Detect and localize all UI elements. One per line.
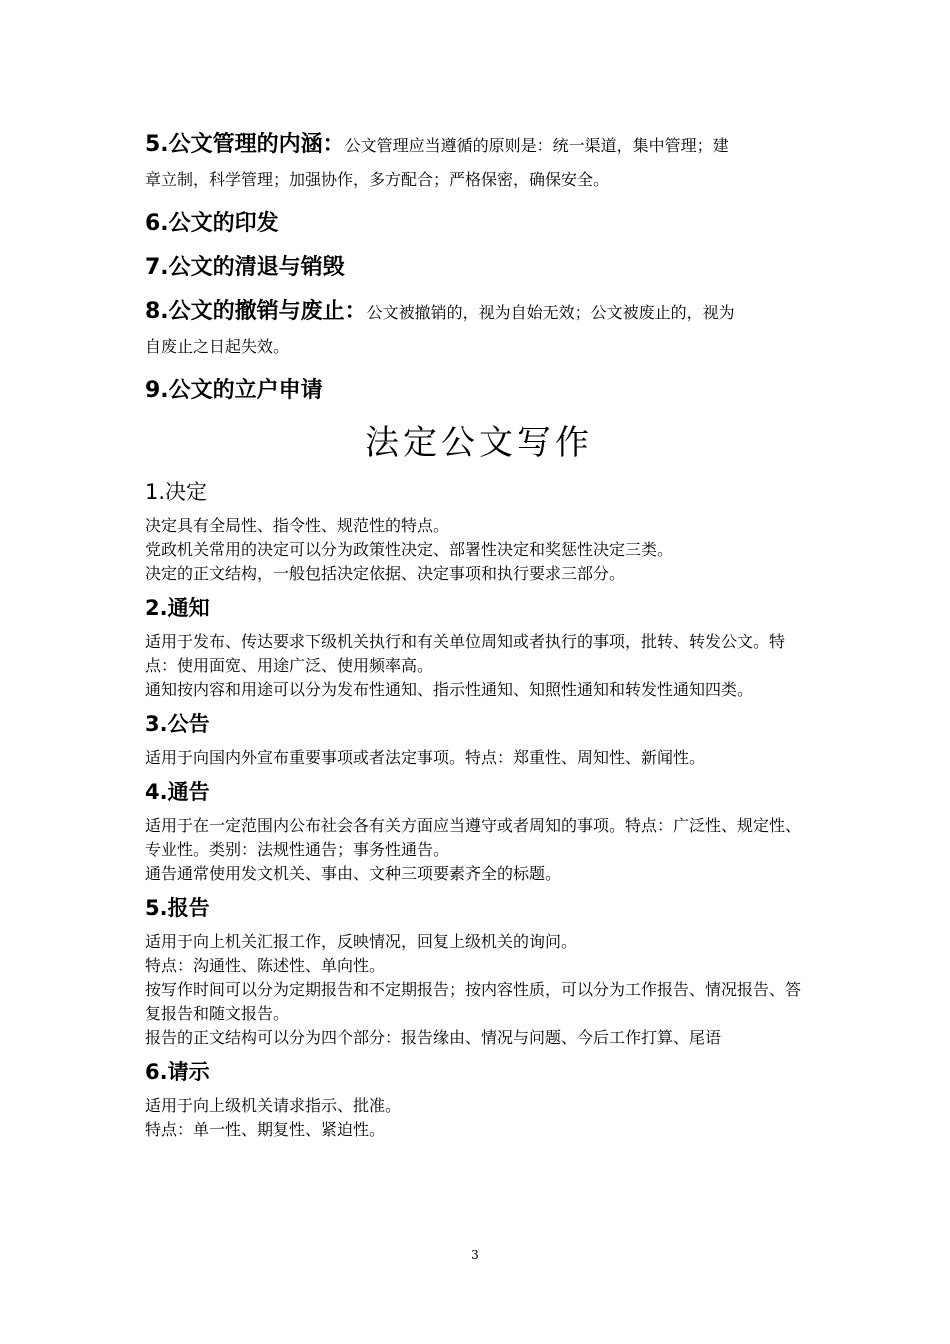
paragraph: 适用于向上级机关请求指示、批准。 <box>145 1096 402 1115</box>
section-request <box>145 1054 813 1142</box>
section-decision <box>145 474 813 586</box>
paragraph: 适用于在一定范围内公布社会各有关方面应当遵守或者周知的事项。特点：广泛性、规定性、专业性。类别：法规性通告；事务性通告。 <box>145 816 802 859</box>
top-item-6 <box>145 207 813 241</box>
heading: 6.公文的印发 <box>145 211 279 236</box>
heading: 9.公文的立户申请 <box>145 378 323 403</box>
section-notice <box>145 590 813 702</box>
section-heading: 4.通告 <box>145 780 210 804</box>
heading-desc: 公文被撤销的，视为自始无效；公文被废止的，视为 <box>366 303 735 322</box>
paragraph: 适用于向上机关汇报工作，反映情况，回复上级机关的询问。 <box>145 932 578 951</box>
paragraph: 按写作时间可以分为定期报告和不定期报告；按内容性质，可以分为工作报告、情况报告、答复报告和随文报告。 <box>145 980 802 1023</box>
paragraph: 通告通常使用发文机关、事由、文种三项要素齐全的标题。 <box>145 864 562 883</box>
section-heading: 2.通知 <box>145 596 210 620</box>
page-title: 法定公文写作 <box>365 423 593 463</box>
document-page <box>145 128 813 1142</box>
section-heading: 5.报告 <box>145 896 210 920</box>
paragraph: 适用于向国内外宣布重要事项或者法定事项。特点：郑重性、周知性、新闻性。 <box>145 748 706 767</box>
heading-continuation: 自废止之日起失效。 <box>145 337 290 356</box>
section-heading: 3.公告 <box>145 712 210 736</box>
paragraph: 决定的正文结构，一般包括决定依据、决定事项和执行要求三部分。 <box>145 564 626 583</box>
paragraph: 党政机关常用的决定可以分为政策性决定、部署性决定和奖惩性决定三类。 <box>145 540 674 559</box>
top-item-8 <box>145 295 813 364</box>
paragraph: 特点：沟通性、陈述性、单向性。 <box>145 956 386 975</box>
top-item-9 <box>145 374 813 408</box>
paragraph: 决定具有全局性、指令性、规范性的特点。 <box>145 516 450 535</box>
paragraph: 特点：单一性、期复性、紧迫性。 <box>145 1120 386 1139</box>
top-item-7 <box>145 251 813 285</box>
page-number: 3 <box>471 1248 479 1262</box>
paragraph: 报告的正文结构可以分为四个部分：报告缘由、情况与问题、今后工作打算、尾语 <box>145 1028 722 1047</box>
heading: 5.公文管理的内涵： <box>145 132 345 157</box>
section-announcement <box>145 706 813 770</box>
paragraph: 适用于发布、传达要求下级机关执行和有关单位周知或者执行的事项，批转、转发公文。特点：使用面宽、用途广泛、使用频率高。 <box>145 632 786 675</box>
section-public-notice <box>145 774 813 886</box>
heading-desc: 公文管理应当遵循的原则是：统一渠道，集中管理；建 <box>344 136 729 155</box>
section-report <box>145 890 813 1050</box>
heading: 7.公文的清退与销毁 <box>145 255 345 280</box>
top-item-5 <box>145 128 813 197</box>
paragraph: 通知按内容和用途可以分为发布性通知、指示性通知、知照性通知和转发性通知四类。 <box>145 680 754 699</box>
heading: 8.公文的撤销与废止： <box>145 299 367 324</box>
heading-continuation: 章立制，科学管理；加强协作，多方配合；严格保密，确保安全。 <box>145 170 610 189</box>
section-heading: 1.决定 <box>145 480 208 504</box>
section-heading: 6.请示 <box>145 1060 210 1084</box>
